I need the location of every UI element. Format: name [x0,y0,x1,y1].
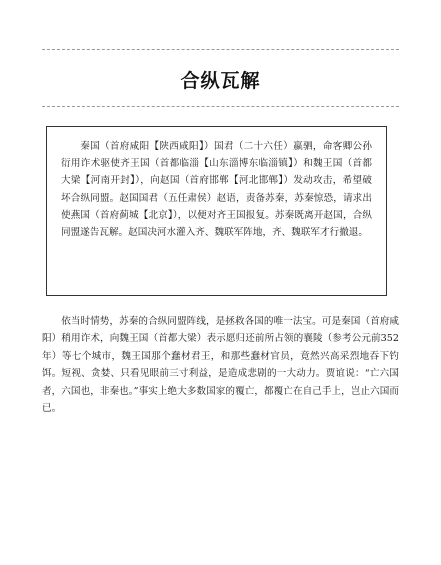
top-divider [42,49,399,50]
summary-box: 秦国（首府咸阳【陕西咸阳】）国君（二十六任）嬴驷，命客卿公孙衍用诈术驱使齐王国（首都临淄【山东淄博东临淄镇】）和魏王国（首都大梁【河南开封】），向赵国（首府邯郸【河北邯郸】）发动攻击，希望破坏合纵同盟。赵国国君（五任肃侯）赵语，责备苏秦，苏秦惊恐，请求出使燕国（首府蓟城【北京】），以便对齐王国报复。苏秦既离开赵国，合纵同盟遂告瓦解。赵国决河水灌入齐、魏联军阵地，齐、魏联军才行撤退。 [46,126,387,296]
body-paragraph: 依当时情势，苏秦的合纵同盟阵线，是拯救各国的唯一法宝。可是秦国（首府咸阳）稍用诈术，向魏王国（首都大梁）表示愿归还前所占领的襄陵（参考公元前352年）等七个城市，魏王国那个蠢材君王，和那些蠢材官员，竟然兴高采烈地吞下钓饵。短视、贪婪、只看见眼前三寸利益，是造成悲剧的一大动力。贾谊说：“亡六国者，六国也，非秦也。”事实上绝大多数国家的覆亡，都覆亡在自己手上，岂止六国而已。 [42,316,399,415]
bottom-divider [42,106,399,107]
chapter-title: 合纵瓦解 [180,70,261,92]
